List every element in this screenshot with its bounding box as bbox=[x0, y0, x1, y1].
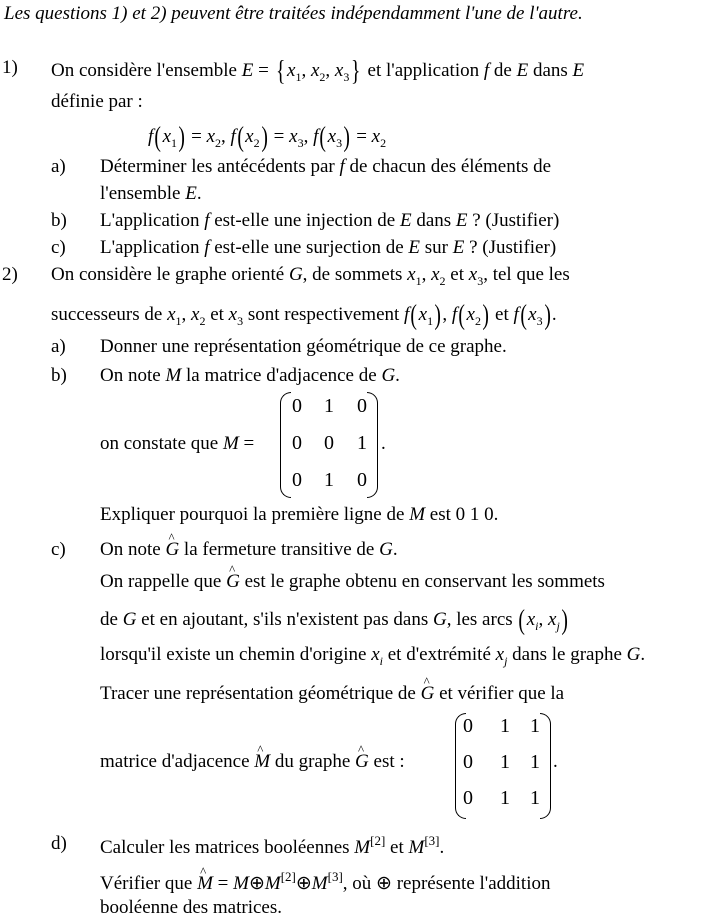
q2b-explain: Expliquer pourquoi la première ligne de M est 0 1 0. bbox=[100, 504, 499, 525]
q2c-number: c) bbox=[51, 539, 66, 560]
q2c-line4: lorsqu'il existe un chemin d'origine $x_i$ et d'extrémité $x_j$ dans le graphe G. bbox=[100, 644, 646, 668]
matrix-M-period: . bbox=[381, 433, 386, 454]
matrix-cell: 0 bbox=[357, 395, 367, 417]
q1-number: 1) bbox=[2, 57, 18, 78]
matrix-M-hat-period: . bbox=[553, 751, 558, 772]
q1a-line2: l'ensemble E. bbox=[100, 183, 202, 204]
q2c-line6: matrice d'adjacence ^ M du graphe ^ G est : bbox=[100, 752, 405, 771]
q1-line1: On considère l'ensemble E = { $x_1$, $x_2$, $x_3$} et l'application f de E dans E bbox=[51, 56, 585, 87]
matrix-cell: 0 bbox=[463, 787, 473, 809]
q2d-line1: Calculer les matrices booléennes M[2] et M[3]. bbox=[100, 833, 445, 858]
q2c-line5: Tracer une représentation géométrique de ^ G et vérifier que la bbox=[100, 684, 564, 703]
matrix-cell: 0 bbox=[292, 432, 302, 454]
matrix-cell: 1 bbox=[500, 715, 510, 737]
matrix-M bbox=[280, 392, 378, 498]
q2c-line3: de G et en ajoutant, s'ils n'existent pas dans G, les arcs ($x_i$, $x_j$) bbox=[100, 605, 568, 636]
q2b-constate: on constate que M = bbox=[100, 433, 255, 454]
q2b-number: b) bbox=[51, 365, 67, 386]
q1-definition-formula: $f(x_1) = x_2$, $f(x_2) = x_3$, $f(x_3) = x_2$ bbox=[148, 122, 387, 153]
matrix-cell: 1 bbox=[324, 395, 334, 417]
matrix-cell: 1 bbox=[530, 715, 540, 737]
q2a-text: Donner une représentation géométrique de ce graphe. bbox=[100, 336, 507, 357]
q1c-number: c) bbox=[51, 237, 66, 258]
q2c-line1: On note ^ G la fermeture transitive de G. bbox=[100, 540, 398, 559]
q1a-number: a) bbox=[51, 156, 66, 177]
matrix-cell: 0 bbox=[324, 432, 334, 454]
q1b-number: b) bbox=[51, 210, 67, 231]
matrix-cell: 1 bbox=[530, 751, 540, 773]
matrix-cell: 1 bbox=[500, 751, 510, 773]
q2d-line3: booléenne des matrices. bbox=[100, 897, 283, 918]
q2-line1: On considère le graphe orienté G, de sommets $x_1$, $x_2$ et $x_3$, tel que les bbox=[51, 264, 570, 288]
matrix-cell: 1 bbox=[357, 432, 367, 454]
q1-line2: définie par : bbox=[51, 91, 143, 112]
q1a-line1: Déterminer les antécédents par f de chacun des éléments de bbox=[100, 156, 552, 177]
q1c-text: L'application f est-elle une surjection de E sur E ? (Justifier) bbox=[100, 237, 557, 258]
matrix-cell: 0 bbox=[463, 715, 473, 737]
q2a-number: a) bbox=[51, 336, 66, 357]
matrix-cell: 1 bbox=[324, 469, 334, 491]
q2d-number: d) bbox=[51, 833, 67, 854]
q2-line2: successeurs de $x_1$, $x_2$ et $x_3$ sont respectivement $f(x_1)$, $f(x_2)$ et $f(x_3)$. bbox=[51, 300, 557, 331]
q2c-line2: On rappelle que ^ G est le graphe obtenu en conservant les sommets bbox=[100, 572, 605, 591]
intro-note: Les questions 1) et 2) peuvent être traitées indépendamment l'une de l'autre. bbox=[4, 3, 583, 24]
matrix-cell: 0 bbox=[292, 469, 302, 491]
q1b-text: L'application f est-elle une injection de E dans E ? (Justifier) bbox=[100, 210, 560, 231]
matrix-cell: 1 bbox=[530, 787, 540, 809]
matrix-M-hat bbox=[455, 713, 551, 819]
matrix-cell: 1 bbox=[500, 787, 510, 809]
q2-number: 2) bbox=[2, 264, 18, 285]
q2b-text: On note M la matrice d'adjacence de G. bbox=[100, 365, 400, 386]
matrix-cell: 0 bbox=[463, 751, 473, 773]
q2d-line2: Vérifier que ^ M = M⊕M[2]⊕M[3], où ⊕ représente l'addition bbox=[100, 870, 550, 893]
matrix-cell: 0 bbox=[357, 469, 367, 491]
matrix-cell: 0 bbox=[292, 395, 302, 417]
